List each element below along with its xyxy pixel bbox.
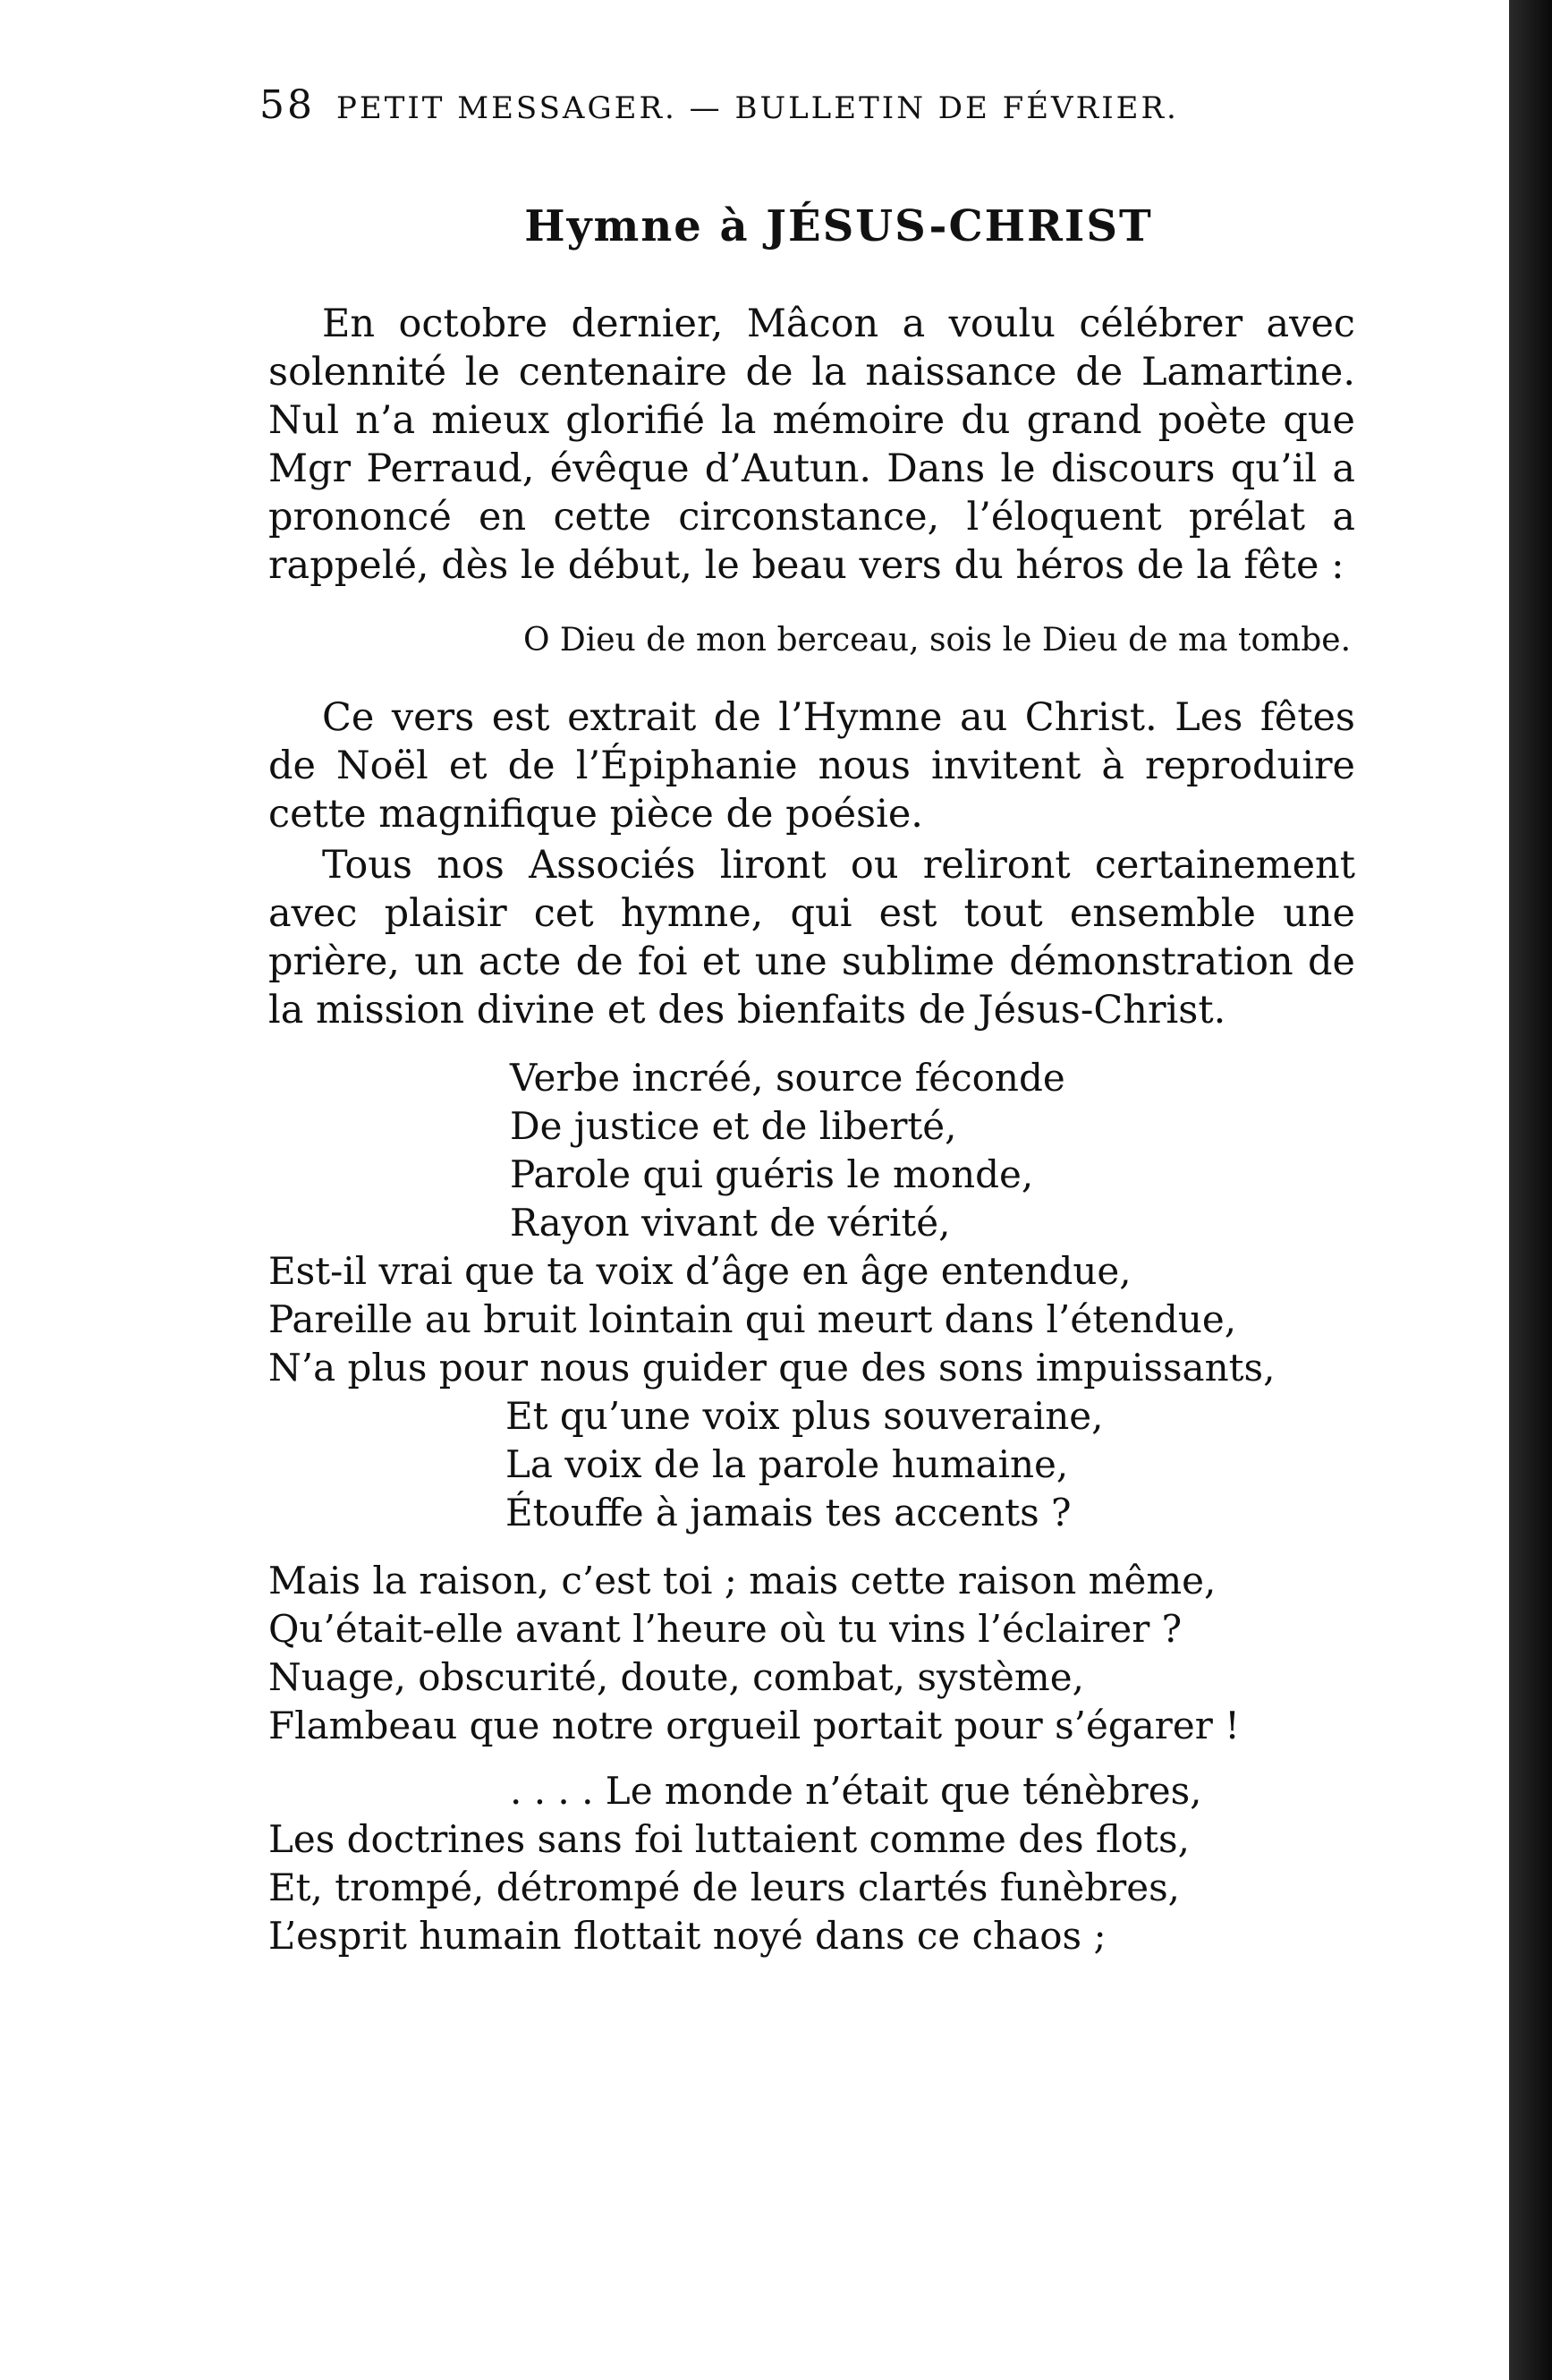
poem-line: Est-il vrai que ta voix d’âge en âge entendue, [268, 1249, 1132, 1293]
poem-line: Nuage, obscurité, doute, combat, système, [268, 1655, 1084, 1699]
article-title [0, 201, 1552, 251]
article-title-text: Hymne à JÉSUS-CHRIST [524, 201, 1153, 251]
poem-line: Et qu’une voix plus souveraine, [505, 1394, 1104, 1438]
poem-line: Pareille au bruit lointain qui meurt dans l’étendue, [268, 1297, 1237, 1341]
poem-line: Verbe incréé, source féconde [510, 1056, 1065, 1100]
running-title: PETIT MESSAGER. — BULLETIN DE FÉVRIER. [336, 90, 1179, 126]
poem-stanza-3 [268, 1767, 1355, 1960]
poem-line: La voix de la parole humaine, [505, 1442, 1069, 1486]
second-paragraph [268, 693, 1355, 838]
page-binding-edge [1509, 0, 1552, 2380]
poem-line: L’esprit humain flottait noyé dans ce chaos ; [268, 1914, 1107, 1958]
quoted-verse [0, 622, 1552, 659]
poem-line: De justice et de liberté, [510, 1104, 957, 1148]
poem-line: Mais la raison, c’est toi ; mais cette raison même, [268, 1559, 1217, 1602]
poem-line: Qu’était-elle avant l’heure où tu vins l’éclairer ? [268, 1607, 1183, 1651]
poem-line: Étouffe à jamais tes accents ? [505, 1491, 1072, 1534]
poem-line: Et, trompé, détrompé de leurs clartés funèbres, [268, 1866, 1180, 1909]
poem-line: Rayon vivant de vérité, [510, 1201, 951, 1245]
paragraph-2: Ce vers est extrait de l’Hymne au Christ. Les fêtes de Noël et de l’Épiphanie nous invitent à reproduire cette magnifique pièce de poésie. [268, 695, 1355, 837]
poem-line: Parole qui guéris le monde, [510, 1152, 1034, 1196]
intro-paragraph [268, 300, 1355, 590]
poem-line: Les doctrines sans foi luttaient comme des flots, [268, 1817, 1190, 1861]
paragraph-3: Tous nos Associés liront ou reliront certainement avec plaisir cet hymne, qui est tout ensemble une prière, un acte de foi et une sublime démonstration de la mission divine et des bienfaits de Jésus-Christ. [268, 843, 1355, 1033]
running-header [259, 82, 1288, 128]
poem-line: N’a plus pour nous guider que des sons impuissants, [268, 1346, 1276, 1390]
paragraph-1: En octobre dernier, Mâcon a voulu célébrer avec solennité le centenaire de la naissance de Lamartine. Nul n’a mieux glorifié la mémoire du grand poète que Mgr Perraud, évêque d’Autun. Dans le discours qu’il a prononcé en cette circonstance, l’éloquent prélat a rappelé, dès le début, le beau vers du héros de la fête : [268, 302, 1355, 588]
poem-line: . . . . Le monde n’était que ténèbres, [510, 1769, 1202, 1813]
poem-stanza-2 [268, 1557, 1355, 1750]
page-number: 58 [259, 82, 315, 128]
poem-stanza-1 [268, 1054, 1355, 1537]
third-paragraph [268, 841, 1355, 1034]
poem-line: Flambeau que notre orgueil portait pour s’égarer ! [268, 1704, 1241, 1747]
quoted-verse-text: O Dieu de mon berceau, sois le Dieu de ma tombe. [522, 622, 1352, 659]
